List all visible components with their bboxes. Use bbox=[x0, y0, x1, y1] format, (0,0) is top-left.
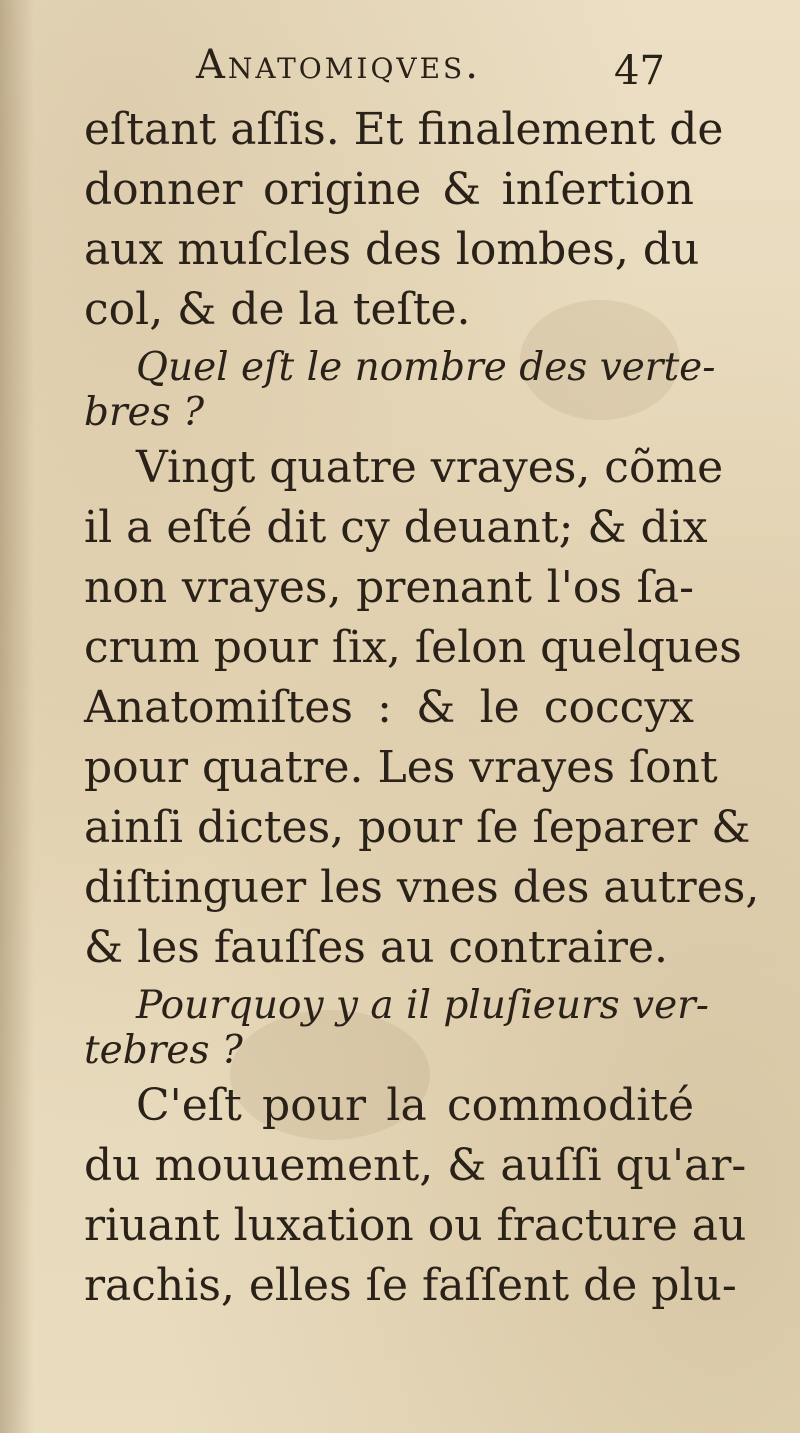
text-line: col, & de la teſte. bbox=[84, 284, 471, 335]
question-line: Pourquoy y a il pluſieurs ver- bbox=[136, 983, 709, 1028]
text-line: il a eſté dit cy deuant; & dix bbox=[84, 502, 708, 553]
text-line: riuant luxation ou fracture au bbox=[84, 1200, 747, 1251]
text-line: Anatomiſtes : & le coccyx bbox=[84, 682, 694, 733]
text-line: du mouuement, & auſſi qu'ar- bbox=[84, 1140, 747, 1191]
running-title: Anatomiqves. bbox=[196, 42, 481, 88]
question-line: bres ? bbox=[84, 390, 205, 435]
text-line: C'eſt pour la commodité bbox=[136, 1080, 694, 1131]
question-line: Quel eſt le nombre des verte- bbox=[136, 345, 716, 390]
text-line: diſtinguer les vnes des autres, bbox=[84, 862, 760, 913]
text-line: & les fauſſes au contraire. bbox=[84, 922, 668, 973]
text-line: ainſi dictes, pour ſe ſeparer & bbox=[84, 802, 751, 853]
text-line: aux muſcles des lombes, du bbox=[84, 224, 700, 275]
text-line: rachis, elles ſe faſſent de plu- bbox=[84, 1260, 737, 1311]
page-number: 47 bbox=[614, 48, 665, 94]
question-line: tebres ? bbox=[84, 1028, 243, 1073]
page-header bbox=[196, 42, 716, 102]
text-line: non vrayes, prenant l'os ſa- bbox=[84, 562, 694, 613]
text-line: Vingt quatre vrayes, cõme bbox=[136, 442, 724, 493]
text-line: crum pour ſix, ſelon quelques bbox=[84, 622, 742, 673]
text-line: donner origine & inſertion bbox=[84, 164, 694, 215]
text-line: eſtant aſſis. Et finalement de bbox=[84, 104, 724, 155]
text-line: pour quatre. Les vrayes ſont bbox=[84, 742, 718, 793]
gutter-shadow bbox=[0, 0, 34, 1433]
